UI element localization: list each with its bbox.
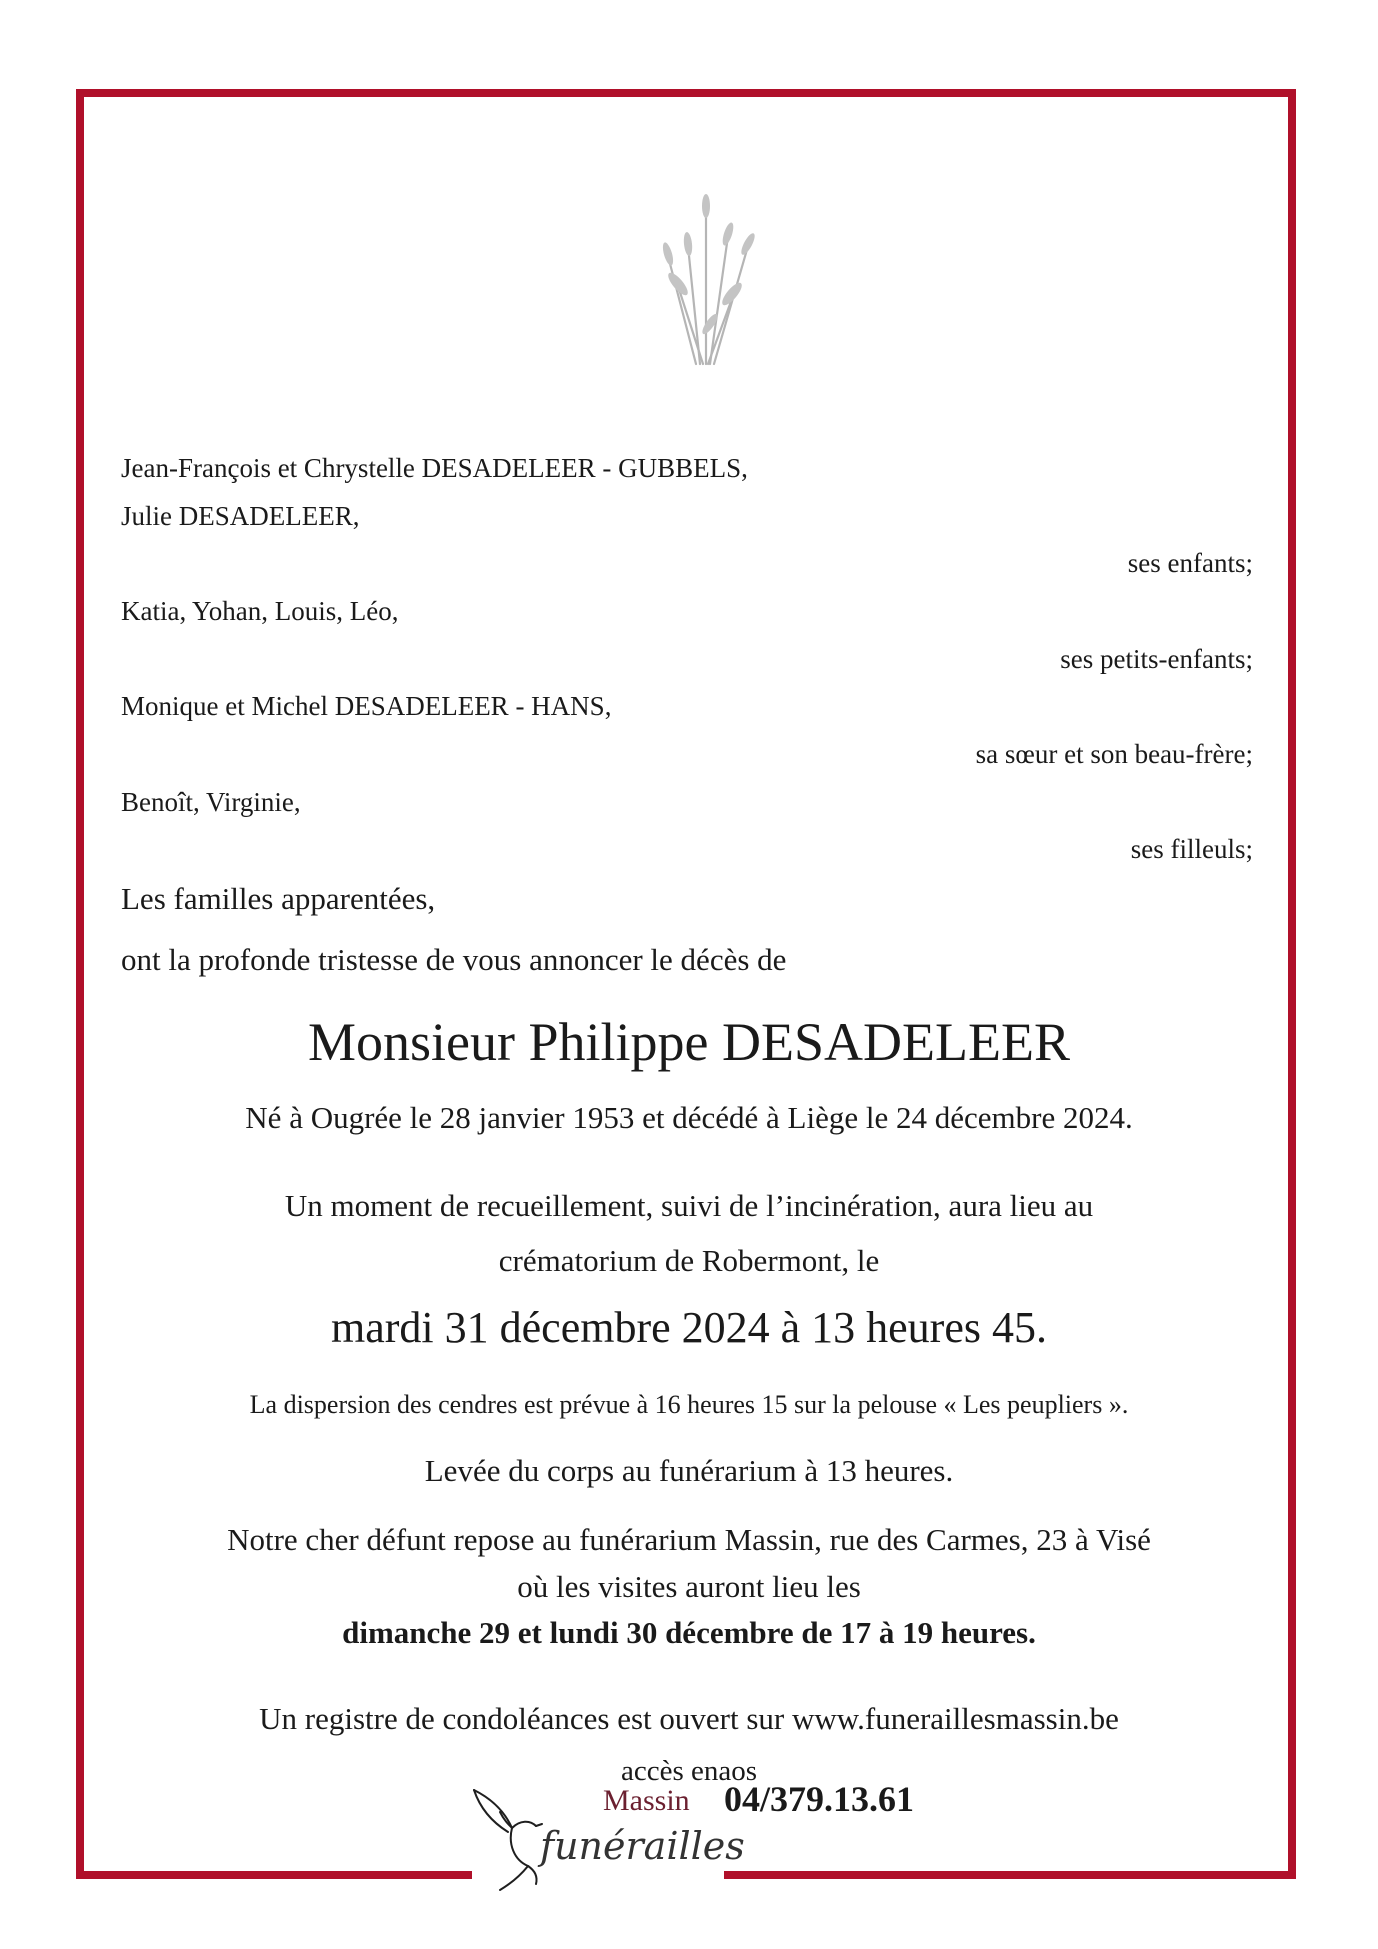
logo-massin-text: Massin <box>603 1784 690 1817</box>
family-line-relatives: Les familles apparentées, <box>121 881 436 916</box>
wheat-icon <box>648 186 758 366</box>
ceremony-line-1: Un moment de recueillement, suivi de l’incinération, aura lieu au <box>284 1188 1094 1223</box>
visit-times: dimanche 29 et lundi 30 décembre de 17 à 19 heures. <box>342 1615 1036 1650</box>
condolence-registry: Un registre de condoléances est ouvert sur www.funeraillesmassin.be <box>259 1701 1119 1736</box>
family-line-children-1: Jean-François et Chrystelle DESADELEER - GUBBELS, <box>121 453 748 483</box>
dispersion-note: La dispersion des cendres est prévue à 16 heures 15 sur la pelouse « Les peupliers ». <box>249 1390 1129 1419</box>
family-line-godchildren: Benoît, Virginie, <box>121 787 301 817</box>
role-godchildren: ses filleuls; <box>1130 834 1253 864</box>
phone-number: 04/379.13.61 <box>724 1779 915 1819</box>
announcement-line: ont la profonde tristesse de vous annoncer le décès de <box>121 942 787 977</box>
family-line-sister: Monique et Michel DESADELEER - HANS, <box>121 691 612 721</box>
levee-note: Levée du corps au funérarium à 13 heures. <box>424 1453 954 1488</box>
logo-funerailles-text: funérailles <box>540 1824 745 1868</box>
ceremony-date: mardi 31 décembre 2024 à 13 heures 45. <box>331 1303 1047 1352</box>
ceremony-line-2: crématorium de Robermont, le <box>498 1243 880 1278</box>
family-line-grandchildren: Katia, Yohan, Louis, Léo, <box>121 596 399 626</box>
role-grandchildren: ses petits-enfants; <box>1060 644 1253 674</box>
repose-line-2: où les visites auront lieu les <box>517 1569 861 1604</box>
deceased-dates: Né à Ougrée le 28 janvier 1953 et décédé à Liège le 24 décembre 2024. <box>245 1100 1133 1135</box>
access-note: accès enaos <box>620 1755 758 1787</box>
family-line-children-2: Julie DESADELEER, <box>121 501 360 531</box>
deceased-name: Monsieur Philippe DESADELEER <box>308 1012 1070 1072</box>
role-children: ses enfants; <box>1127 548 1253 578</box>
role-sister: sa sœur et son beau-frère; <box>975 739 1253 769</box>
repose-line-1: Notre cher défunt repose au funérarium Massin, rue des Carmes, 23 à Visé <box>227 1522 1151 1557</box>
